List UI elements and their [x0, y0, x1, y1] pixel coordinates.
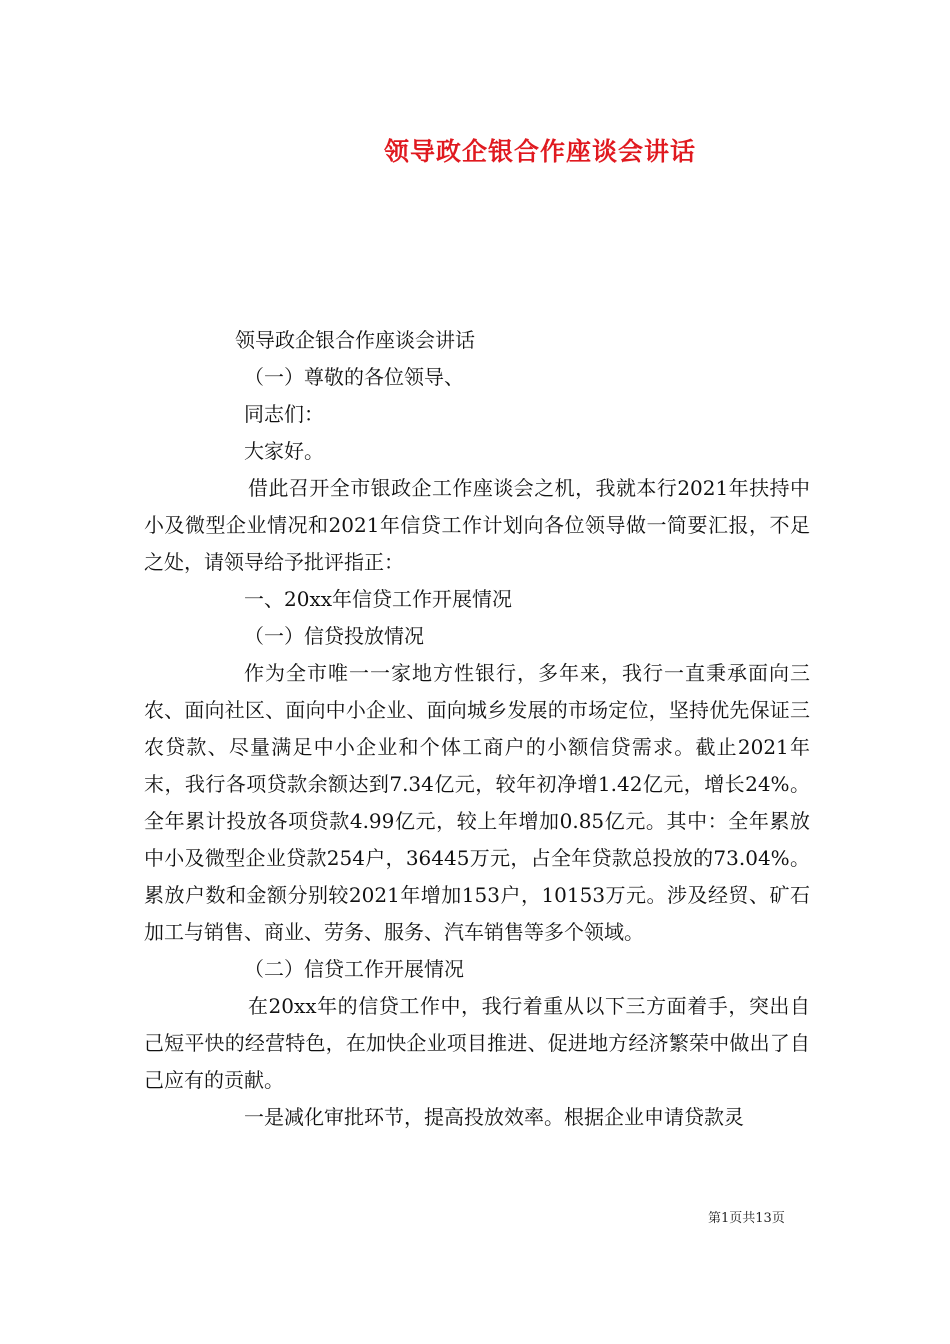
salutation-paragraph: 同志们： — [244, 402, 324, 426]
body-paragraph: 借此召开全市银政企工作座谈会之机，我就本行2021年扶持中小及微型企业情况和2021年信贷工作计划向各位领导做一简要汇报，不足之处，请领导给予批评指正： — [144, 476, 810, 574]
salutation-paragraph: （一）尊敬的各位领导、 — [244, 365, 464, 389]
body-paragraph: 一是减化审批环节，提高投放效率。根据企业申请贷款灵 — [244, 1105, 744, 1129]
body-paragraph: 作为全市唯一一家地方性银行，多年来，我行一直秉承面向三农、面向社区、面向中小企业、面向城乡发展的市场定位，坚持优先保证三农贷款、尽量满足中小企业和个体工商户的小额信贷需求。截止2021年末，我行各项贷款余额达到7.34亿元，较年初净增1.42亿元，增长24%。全年累计投放各项贷款4.99亿元，较上年增加0.85亿元。其中：全年累放中小及微型企业贷款254户，36445万元，占全年贷款总投放的73.04%。累放户数和金额分别较2021年增加153户，10153万元。涉及经贸、矿石加工与销售、商业、劳务、服务、汽车销售等多个领域。 — [144, 661, 810, 944]
document-body — [144, 322, 810, 1136]
section-heading: 一、20xx年信贷工作开展情况 — [244, 587, 513, 611]
page-number: 第1页共13页 — [708, 1211, 785, 1226]
document-title: 领导政企银合作座谈会讲话 — [383, 137, 696, 166]
subsection-heading: （二）信贷工作开展情况 — [244, 957, 464, 981]
subsection-heading: （一）信贷投放情况 — [244, 624, 424, 648]
greeting-paragraph: 大家好。 — [244, 439, 324, 463]
subtitle-paragraph: 领导政企银合作座谈会讲话 — [235, 328, 475, 352]
body-paragraph: 在20xx年的信贷工作中，我行着重从以下三方面着手，突出自己短平快的经营特色，在加快企业项目推进、促进地方经济繁荣中做出了自己应有的贡献。 — [144, 994, 810, 1092]
